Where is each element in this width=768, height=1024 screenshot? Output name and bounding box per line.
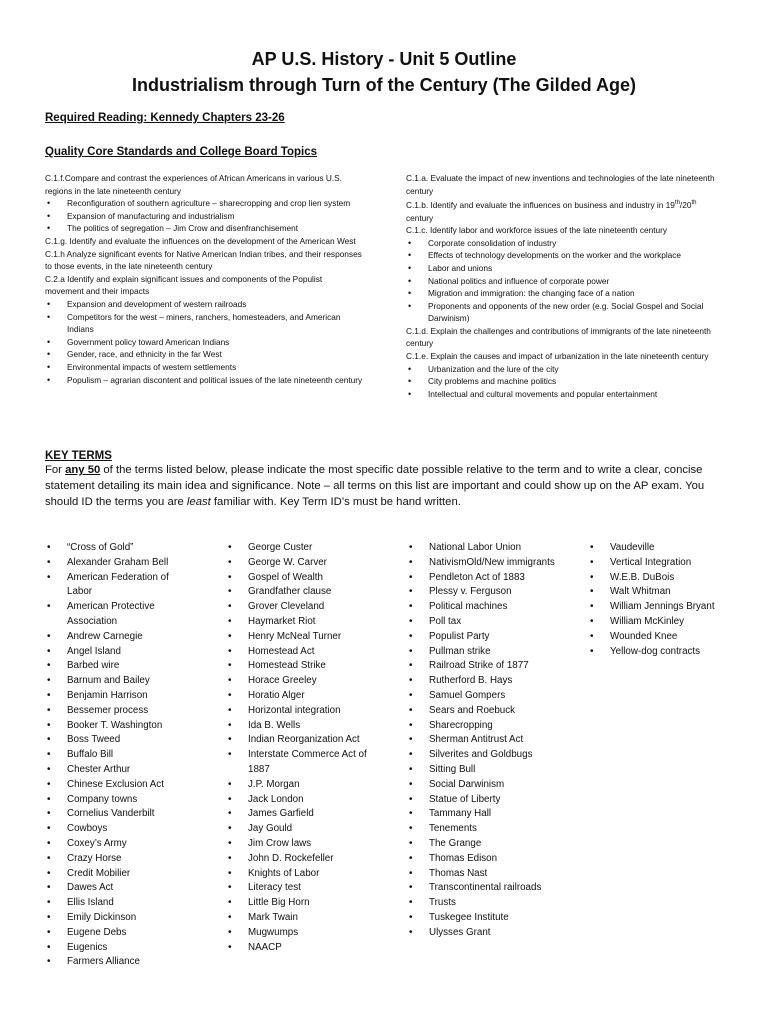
key-term-item: • Credit Mobilier — [45, 867, 195, 882]
key-term-item: • Homestead Act — [226, 645, 376, 660]
key-terms-heading: KEY TERMS — [45, 450, 112, 462]
key-term-item: • Mark Twain — [226, 911, 376, 926]
standards-right-column — [406, 172, 724, 400]
key-term-item: • Emily Dickinson — [45, 911, 195, 926]
standard-bullet-item: • Proponents and opponents of the new order (e.g. Social Gospel and Social Darwinism) — [406, 300, 724, 325]
key-term-item: • Mugwumps — [226, 926, 376, 941]
page-subtitle: Industrialism through Turn of the Century (The Gilded Age) — [132, 75, 636, 95]
key-term-item: • Vertical Integration — [588, 556, 758, 571]
key-term-item: • Social Darwinism — [407, 778, 557, 793]
key-term-item: • John D. Rockefeller — [226, 852, 376, 867]
key-term-item: • Vaudeville — [588, 541, 758, 556]
key-term-item: • Thomas Edison — [407, 852, 557, 867]
key-term-item: • Booker T. Washington — [45, 719, 195, 734]
standard-bullet-item: • Competitors for the west – miners, ranchers, homesteaders, and American Indians — [45, 311, 363, 336]
key-term-item: • Boss Tweed — [45, 733, 195, 748]
key-term-item: • NativismOld/New immigrants — [407, 556, 557, 571]
standards-left-column — [45, 172, 363, 386]
key-term-item: • Andrew Carnegie — [45, 630, 195, 645]
standard-paragraph: C.1.f.Compare and contrast the experiences of African Americans in various U.S. regions in the late nineteenth century — [45, 173, 342, 196]
key-term-item: • Gospel of Wealth — [226, 571, 376, 586]
key-term-item: • “Cross of Gold” — [45, 541, 195, 556]
key-term-item: • NAACP — [226, 941, 376, 956]
key-term-item: • Chinese Exclusion Act — [45, 778, 195, 793]
key-term-item: • Jim Crow laws — [226, 837, 376, 852]
standard-bullet-item: • Expansion of manufacturing and industrialism — [45, 210, 363, 223]
key-term-item: • Farmers Alliance — [45, 955, 195, 970]
key-term-item: • Ida B. Wells — [226, 719, 376, 734]
key-term-item: • Plessy v. Ferguson — [407, 585, 557, 600]
key-term-item: • Horace Greeley — [226, 674, 376, 689]
key-term-item: • Buffalo Bill — [45, 748, 195, 763]
standard-bullet-item: • Labor and unions — [406, 262, 724, 275]
standard-bullet-item: • Gender, race, and ethnicity in the far West — [45, 348, 363, 361]
key-term-item: • Barbed wire — [45, 659, 195, 674]
standard-bullet-item: • National politics and influence of corporate power — [406, 275, 724, 288]
key-term-item: • Grandfather clause — [226, 585, 376, 600]
key-term-item: • Henry McNeal Turner — [226, 630, 376, 645]
key-term-item: • Railroad Strike of 1877 — [407, 659, 557, 674]
key-terms-column-3 — [407, 541, 557, 941]
key-term-item: • Chester Arthur — [45, 763, 195, 778]
key-term-item: • Alexander Graham Bell — [45, 556, 195, 571]
page-title: AP U.S. History - Unit 5 Outline — [251, 49, 517, 69]
key-term-item: • Yellow-dog contracts — [588, 645, 758, 660]
key-term-item: • William McKinley — [588, 615, 758, 630]
standard-bullet-item: • Migration and immigration: the changing face of a nation — [406, 287, 724, 300]
key-term-item: • Homestead Strike — [226, 659, 376, 674]
standard-bullet-item: • Government policy toward American Indians — [45, 336, 363, 349]
key-terms-instructions — [45, 462, 735, 510]
required-reading: Required Reading: Kennedy Chapters 23-26 — [45, 112, 285, 124]
key-term-item: • Tammany Hall — [407, 807, 557, 822]
standard-paragraph: C.1.e. Explain the causes and impact of urbanization in the late nineteenth century — [406, 351, 709, 362]
key-terms-column-2 — [226, 541, 376, 955]
key-term-item: • Transcontinental railroads — [407, 881, 557, 896]
key-term-item: • Eugene Debs — [45, 926, 195, 941]
key-term-item: • J.P. Morgan — [226, 778, 376, 793]
standard-bullet-item: • Intellectual and cultural movements and popular entertainment — [406, 388, 724, 401]
key-term-item: • Trusts — [407, 896, 557, 911]
standard-bullet-item: • Corporate consolidation of industry — [406, 237, 724, 250]
key-term-item: • Sharecropping — [407, 719, 557, 734]
key-term-item: • American Protective Association — [45, 600, 195, 630]
key-term-item: • Jack London — [226, 793, 376, 808]
key-term-item: • Eugenics — [45, 941, 195, 956]
standard-paragraph: C.1.d. Explain the challenges and contributions of immigrants of the late nineteenth century — [406, 325, 711, 349]
key-term-item: • George Custer — [226, 541, 376, 556]
key-term-item: • Literacy test — [226, 881, 376, 896]
instructions-text: of the terms listed below, please indicate the most specific date possible relative to the term and to write a clear, concise statement detailing its main idea and significance. Note – all terms on this list are important and could show up on the AP exam. You should ID the terms you are — [45, 464, 705, 508]
key-term-item: • Political machines — [407, 600, 557, 615]
key-term-item: • Little Big Horn — [226, 896, 376, 911]
key-term-item: • Dawes Act — [45, 881, 195, 896]
instructions-text: For — [45, 464, 66, 476]
standard-bullet-item: • Reconfiguration of southern agriculture – sharecropping and crop lien system — [45, 197, 363, 210]
key-term-item: • Knights of Labor — [226, 867, 376, 882]
standard-bullet-item: • The politics of segregation – Jim Crow and disenfranchisement — [45, 222, 363, 235]
standard-paragraph: C.1.h Analyze significant events for Native American Indian tribes, and their responses to those events, in the late nineteenth century — [45, 248, 362, 272]
key-term-item: • Sherman Antitrust Act — [407, 733, 557, 748]
key-term-item: • Cornelius Vanderbilt — [45, 807, 195, 822]
key-term-item: • Pullman strike — [407, 645, 557, 660]
instructions-emphasis: any 50 — [65, 464, 101, 476]
standard-paragraph: C.1.g. Identify and evaluate the influences on the development of the American West — [45, 235, 356, 246]
standards-heading: Quality Core Standards and College Board Topics — [45, 146, 318, 158]
standard-bullet-item: • Environmental impacts of western settlements — [45, 361, 363, 374]
standard-paragraph: C.2.a Identify and explain significant issues and components of the Populist movement and their impacts — [45, 273, 323, 297]
key-term-item: • Samuel Gompers — [407, 689, 557, 704]
key-term-item: • National Labor Union — [407, 541, 557, 556]
key-term-item: • Grover Cleveland — [226, 600, 376, 615]
key-term-item: • Tenements — [407, 822, 557, 837]
standard-bullet-item: • Expansion and development of western railroads — [45, 298, 363, 311]
key-term-item: • Jay Gould — [226, 822, 376, 837]
key-term-item: • W.E.B. DuBois — [588, 571, 758, 586]
key-term-item: • James Garfield — [226, 807, 376, 822]
key-term-item: • Horizontal integration — [226, 704, 376, 719]
key-term-item: • Sears and Roebuck — [407, 704, 557, 719]
key-term-item: • Ellis Island — [45, 896, 195, 911]
key-term-item: • Walt Whitman — [588, 585, 758, 600]
key-term-item: • Crazy Horse — [45, 852, 195, 867]
standard-paragraph: C.1.b. Identify and evaluate the influences on business and industry in 19th/20th century — [406, 199, 697, 223]
key-term-item: • American Federation of Labor — [45, 571, 195, 601]
key-term-item: • Haymarket Riot — [226, 615, 376, 630]
standard-bullet-item: • Effects of technology developments on the worker and the workplace — [406, 249, 724, 262]
key-term-item: • The Grange — [407, 837, 557, 852]
instructions-text: familiar with. Key Term ID’s must be hand written. — [210, 496, 461, 508]
key-terms-column-1 — [45, 541, 195, 970]
key-term-item: • Populist Party — [407, 630, 557, 645]
key-term-item: • Sitting Bull — [407, 763, 557, 778]
key-term-item: • Ulysses Grant — [407, 926, 557, 941]
standard-bullet-item: • Urbanization and the lure of the city — [406, 363, 724, 376]
key-term-item: • Interstate Commerce Act of 1887 — [226, 748, 376, 778]
standard-bullet-item: • Populism – agrarian discontent and political issues of the late nineteenth century — [45, 374, 363, 387]
key-term-item: • Rutherford B. Hays — [407, 674, 557, 689]
key-term-item: • Pendleton Act of 1883 — [407, 571, 557, 586]
key-term-item: • Wounded Knee — [588, 630, 758, 645]
key-term-item: • Indian Reorganization Act — [226, 733, 376, 748]
key-term-item: • Thomas Nast — [407, 867, 557, 882]
key-term-item: • Company towns — [45, 793, 195, 808]
key-term-item: • Benjamin Harrison — [45, 689, 195, 704]
key-term-item: • Tuskegee Institute — [407, 911, 557, 926]
key-term-item: • Barnum and Bailey — [45, 674, 195, 689]
standard-bullet-item: • City problems and machine politics — [406, 375, 724, 388]
instructions-italic: least — [186, 496, 211, 508]
key-term-item: • Cowboys — [45, 822, 195, 837]
key-term-item: • Bessemer process — [45, 704, 195, 719]
key-term-item: • Angel Island — [45, 645, 195, 660]
key-terms-column-4 — [588, 541, 758, 659]
standard-paragraph: C.1.c. Identify labor and workforce issues of the late nineteenth century — [406, 225, 668, 236]
key-term-item: • Statue of Liberty — [407, 793, 557, 808]
key-term-item: • William Jennings Bryant — [588, 600, 758, 615]
key-term-item: • Horatio Alger — [226, 689, 376, 704]
key-term-item: • Poll tax — [407, 615, 557, 630]
standard-paragraph: C.1.a. Evaluate the impact of new inventions and technologies of the late nineteenth century — [406, 173, 715, 196]
key-term-item: • George W. Carver — [226, 556, 376, 571]
key-term-item: • Coxey’s Army — [45, 837, 195, 852]
key-term-item: • Silverites and Goldbugs — [407, 748, 557, 763]
